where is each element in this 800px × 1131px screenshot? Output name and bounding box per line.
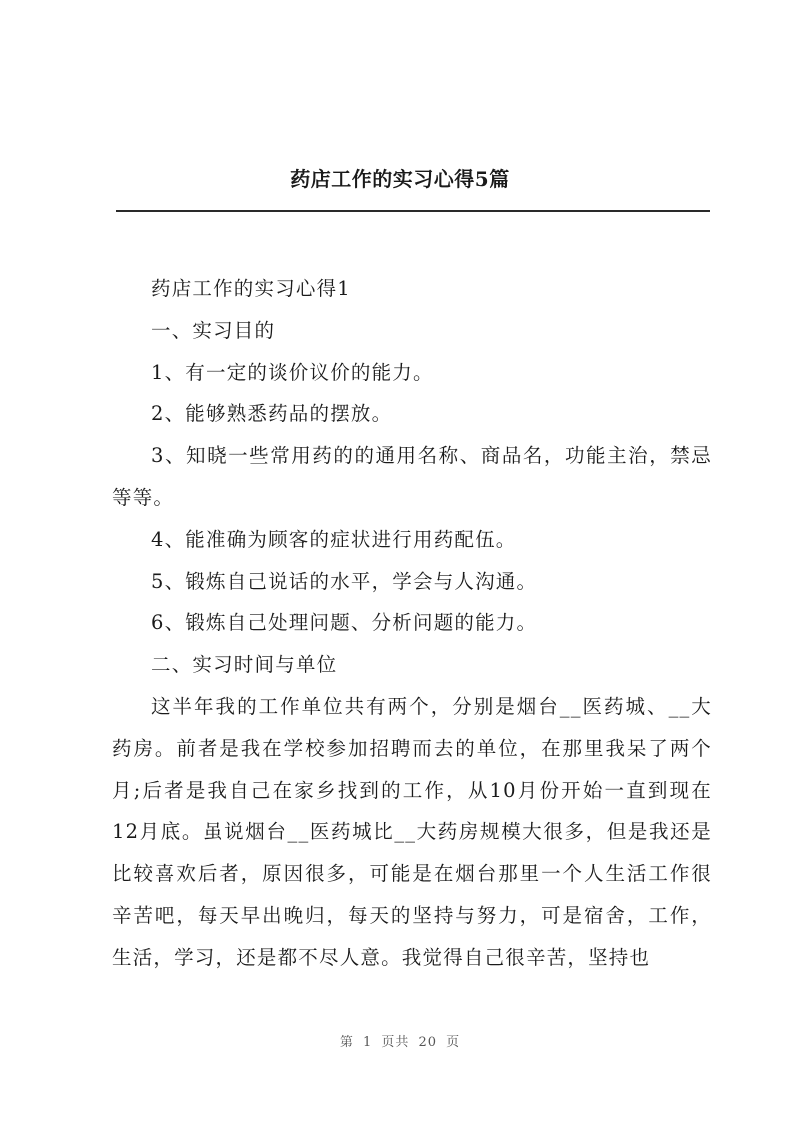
document-title: 药店工作的实习心得5篇 [290,167,510,191]
list-item: 2、能够熟悉药品的摆放。 [151,402,393,426]
body-paragraph: 这半年我的工作单位共有两个，分别是烟台__医药城、__大药房。前者是我在学校参加招聘而去的单位，在那里我呆了两个月;后者是我自己在家乡找到的工作，从10月份开始一直到现在12月底。虽说烟台__医药城比__大药房规模大很多，但是我还是比较喜欢后者，原因很多，可能是在烟台那里一个人生活工作很辛苦吧，每天早出晚归，每天的坚持与努力，可是宿舍，工作，生活，学习，还是都不尽人意。我觉得自己很辛苦，坚持也 [112,694,712,969]
document-body [112,268,712,979]
list-item: 4、能准确为顾客的症状进行用药配伍。 [151,527,517,551]
page-footer: 第 1 页共 20 页 [339,1035,461,1050]
list-item: 3、知晓一些常用药的的通用名称、商品名，功能主治，禁忌等等。 [112,444,712,509]
subsection-heading: 一、实习目的 [151,318,276,342]
section-heading: 药店工作的实习心得1 [151,277,351,300]
subsection-heading: 二、实习时间与单位 [151,653,338,677]
list-item: 6、锻炼自己处理问题、分析问题的能力。 [151,611,538,635]
list-item: 1、有一定的谈价议价的能力。 [151,360,434,384]
title-divider [116,210,710,212]
list-item: 5、锻炼自己说话的水平，学会与人沟通。 [151,569,538,593]
